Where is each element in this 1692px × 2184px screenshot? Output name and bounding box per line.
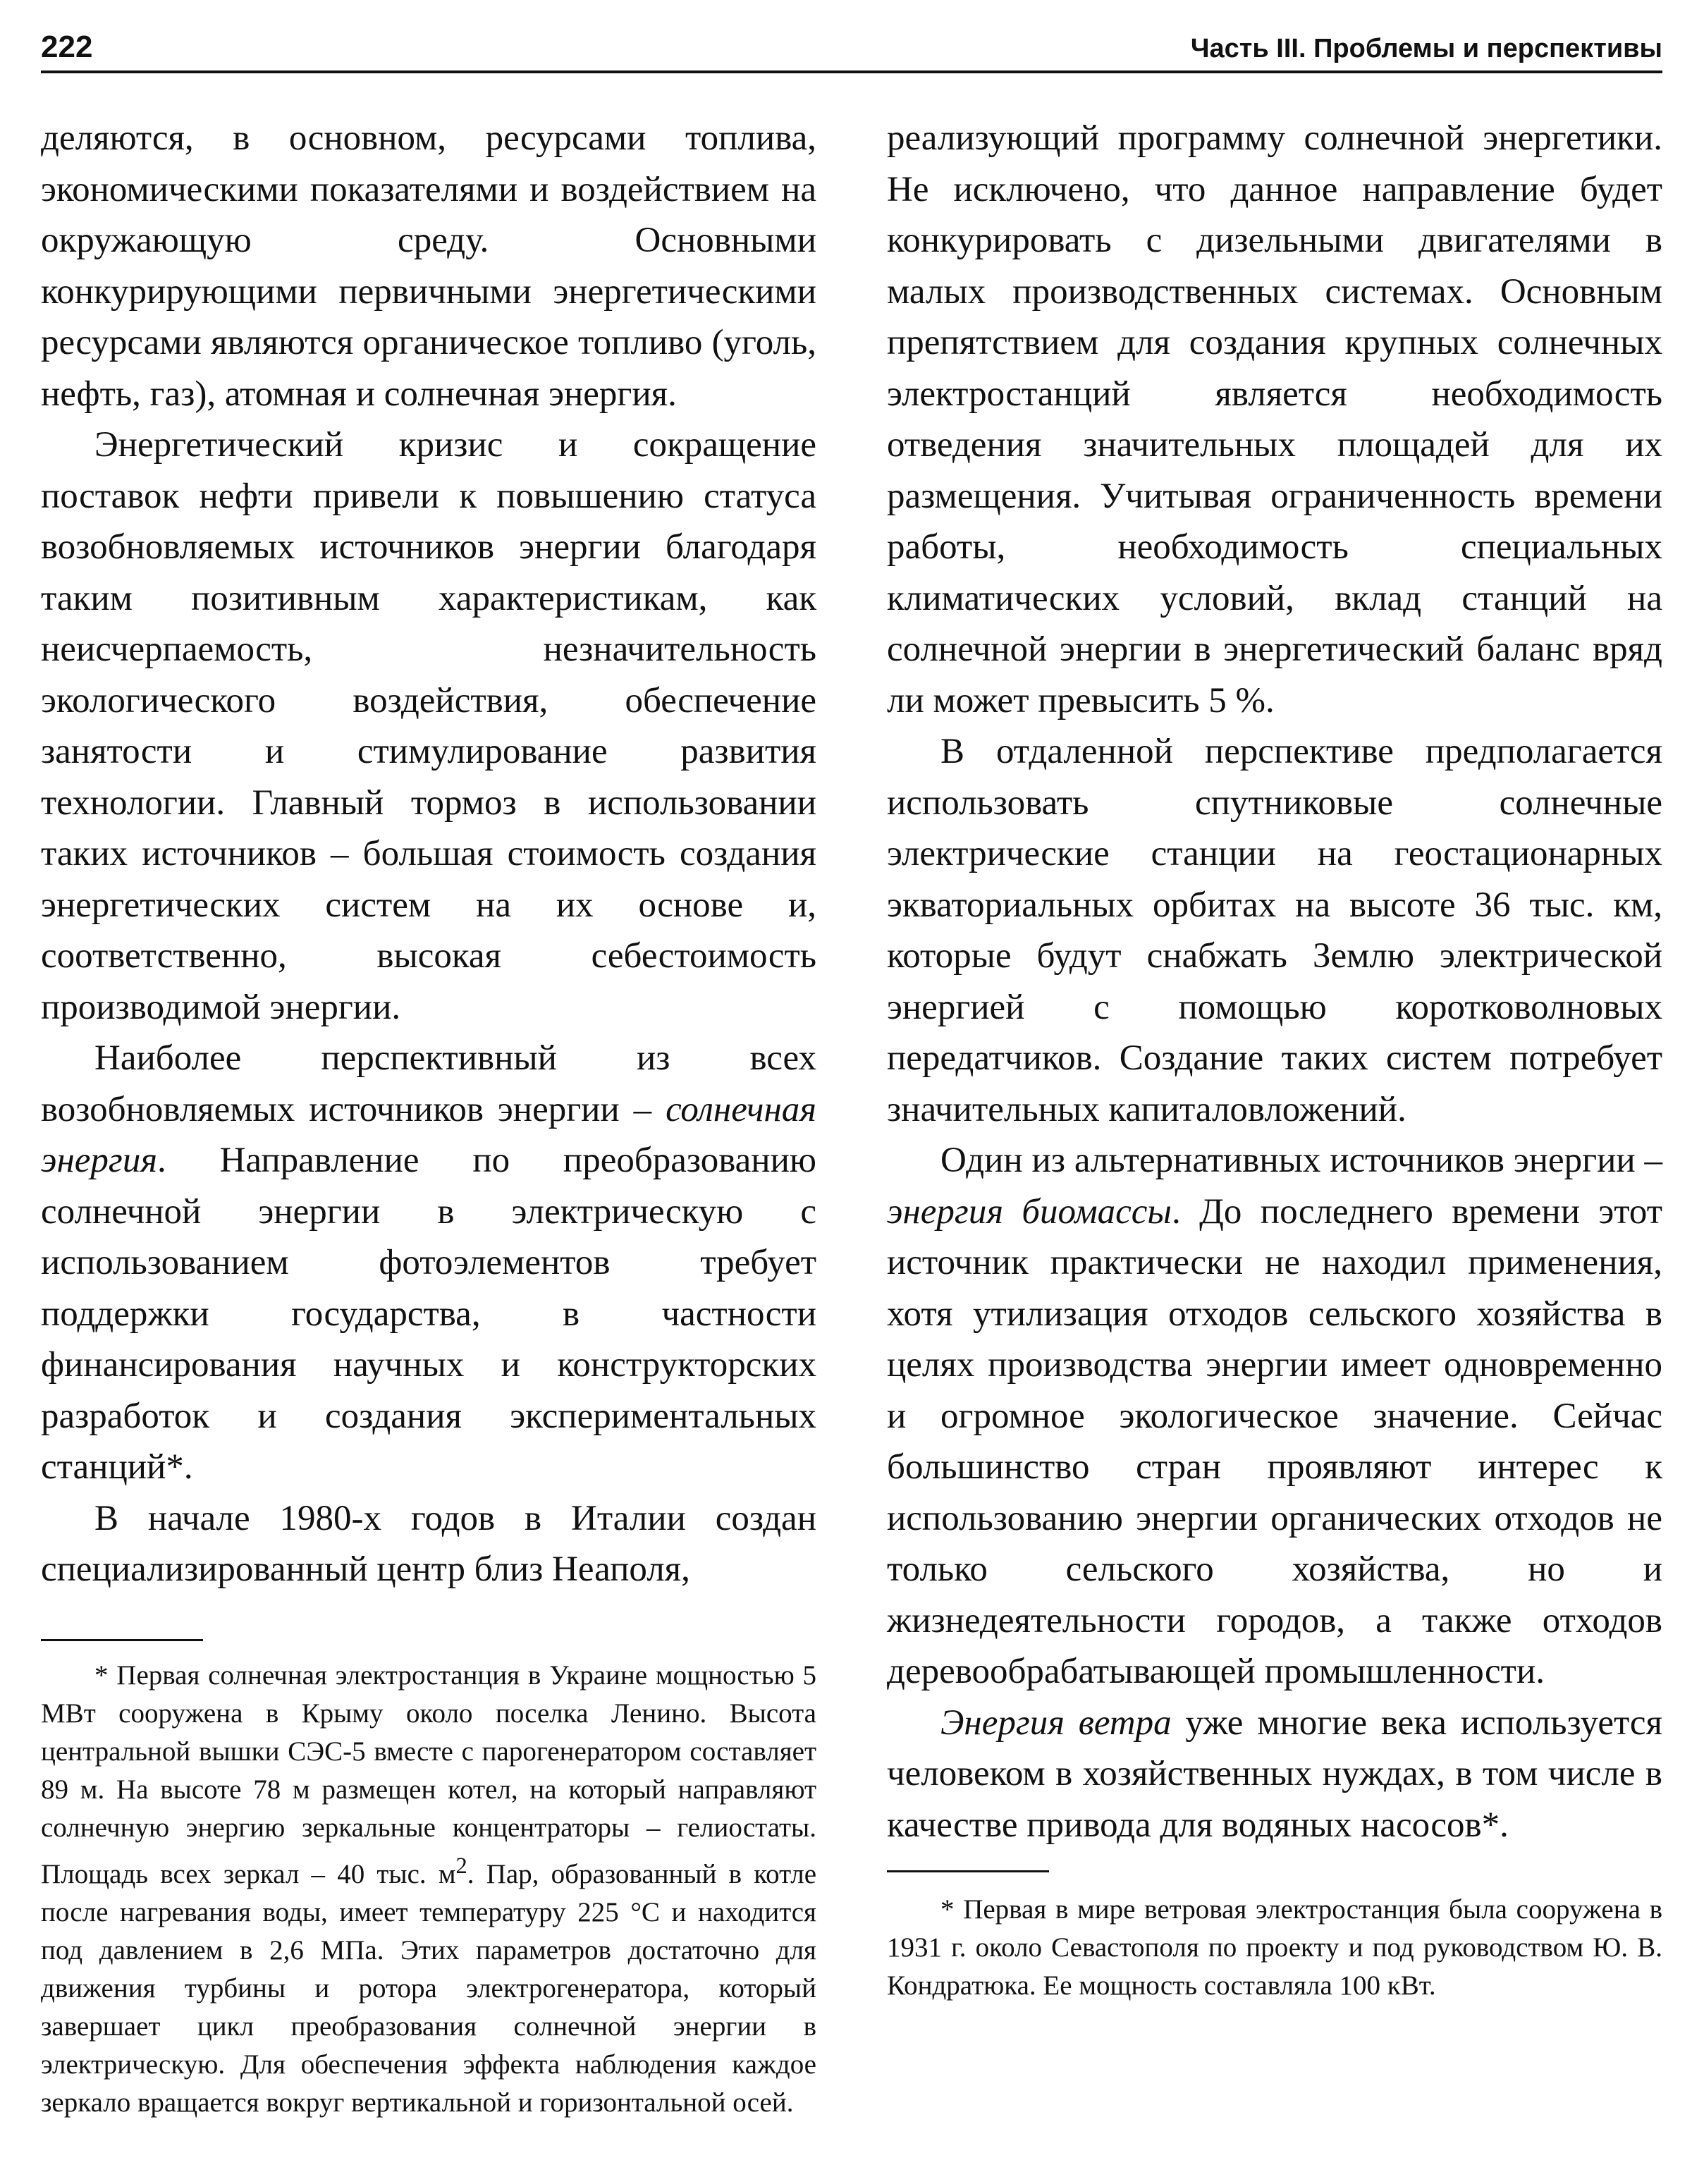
page-header	[41, 24, 1662, 73]
term-solar-energy: солнечная энергия	[41, 1089, 816, 1180]
term-biomass-energy: энергия биомассы	[887, 1191, 1172, 1232]
paragraph-wind-energy-rest: уже многие века используется человеком в хозяйственных нуждах, в том числе в качестве привода для водяных насосов*.	[887, 1703, 1662, 1845]
paragraph-solar-energy	[41, 1033, 816, 1493]
footnote-wind-plant: * Первая в мире ветровая электростанция была сооружена в 1931 г. около Севастополя по проекту и под руководством Ю. В. Кондратюка. Ее мощность составляла 100 кВт.	[887, 1894, 1662, 2001]
paragraph-satellite-stations: В отдаленной перспективе предполагается использовать спутниковые солнечные электрические станции на геостационарных экваториальных орбитах на высоте 36 тыс. км, которые будут снабжать Землю электрической энергией с помощью коротковолновых передатчиков. Создание таких систем потребует значительных капиталовложений.	[887, 732, 1662, 1129]
paragraph-biomass-lead: Один из альтернативных источников энергии –	[940, 1141, 1662, 1180]
paragraph-solar-energy-rest: . Направление по преобразованию солнечной энергии в электрическую с использованием фотоэлементов требует поддержки государства, в частности финансирования научных и конструкторских разработок и создания экспериментальных станций*.	[41, 1141, 816, 1487]
paragraph-resources: деляются, в основном, ресурсами топлива, экономическими показателями и воздействием на окружающую среду. Основными конкурирующими первичными энергетическими ресурсами являются органическое топливо (уголь, нефть, газ), атомная и солнечная энергия.	[41, 118, 816, 414]
page-number: 222	[41, 30, 93, 64]
paragraph-energy-crisis: Энергетический кризис и сокращение поставок нефти привели к повышению статуса возобновляемых источников энергии благодаря таким позитивным характеристикам, как неисчерпаемость, незначительность экологического воздействия, обеспечение занятости и стимулирование развития технологии. Главный тормоз в использовании таких источников – большая стоимость создания энергетических систем на их основе и, соответственно, высокая себестоимость производимой энергии.	[41, 425, 816, 1027]
paragraph-wind-energy	[887, 1698, 1662, 1851]
footnote-solar-plant	[41, 1657, 816, 2122]
footnote-solar-plant-lead: * Первая солнечная электростанция в Украине мощностью 5 МВт сооружена в Крыму около поселка Ленино. Высота центральной вышки СЭС-5 вместе с парогенератором составляет 89 м. На высоте 78 м размещен котел, на который направляют солнечную энергию зеркальные концентраторы – гелиостаты. Площадь всех зеркал – 40 тыс. м	[41, 1660, 816, 1889]
paragraph-biomass-rest: . До последнего времени этот источник практически не находил применения, хотя утилизация отходов сельского хозяйства в целях производства энергии имеет одновременно и огромное экологическое значение. Сейчас большинство стран проявляют интерес к использованию энергии органических отходов не только сельского хозяйства, но и жизнедеятельности городов, а также отходов деревообрабатывающей промышленности.	[887, 1191, 1662, 1691]
footnote-rule-left	[41, 1639, 203, 1641]
footnote-rule-right	[887, 1870, 1049, 1872]
footnote-solar-plant-rest: . Пар, образованный в котле после нагревания воды, имеет температуру 225 °С и находится под давлением в 2,6 МПа. Этих параметров достаточно для движения турбины и ротора электрогенератора, который завершает цикл преобразования солнечной энергии в электрическую. Для обеспечения эффекта наблюдения каждое зеркало вращается вокруг вертикальной и горизонтальной осей.	[41, 1858, 817, 2118]
paragraph-solar-energy-lead: Наиболее перспективный из всех возобновляемых источников энергии –	[41, 1038, 816, 1129]
paragraph-solar-program: реализующий программу солнечной энергетики. Не исключено, что данное направление будет конкурировать с дизельными двигателями в малых производственных системах. Основным препятствием для создания крупных солнечных электростанций является необходимость отведения значительных площадей для их размещения. Учитывая ограниченность времени работы, необходимость специальных климатических условий, вклад станций на солнечной энергии в энергетический баланс вряд ли может превысить 5 %.	[887, 118, 1662, 720]
left-column	[41, 113, 816, 2122]
term-wind-energy: Энергия ветра	[940, 1703, 1172, 1743]
right-column	[887, 113, 1662, 2005]
running-title: Часть III. Проблемы и перспективы	[1190, 34, 1662, 63]
footnote-solar-plant-superscript: 2	[455, 1853, 467, 1879]
paragraph-italy-center: В начале 1980-х годов в Италии создан специализированный центр близ Неаполя,	[41, 1498, 816, 1589]
paragraph-biomass	[887, 1135, 1662, 1698]
